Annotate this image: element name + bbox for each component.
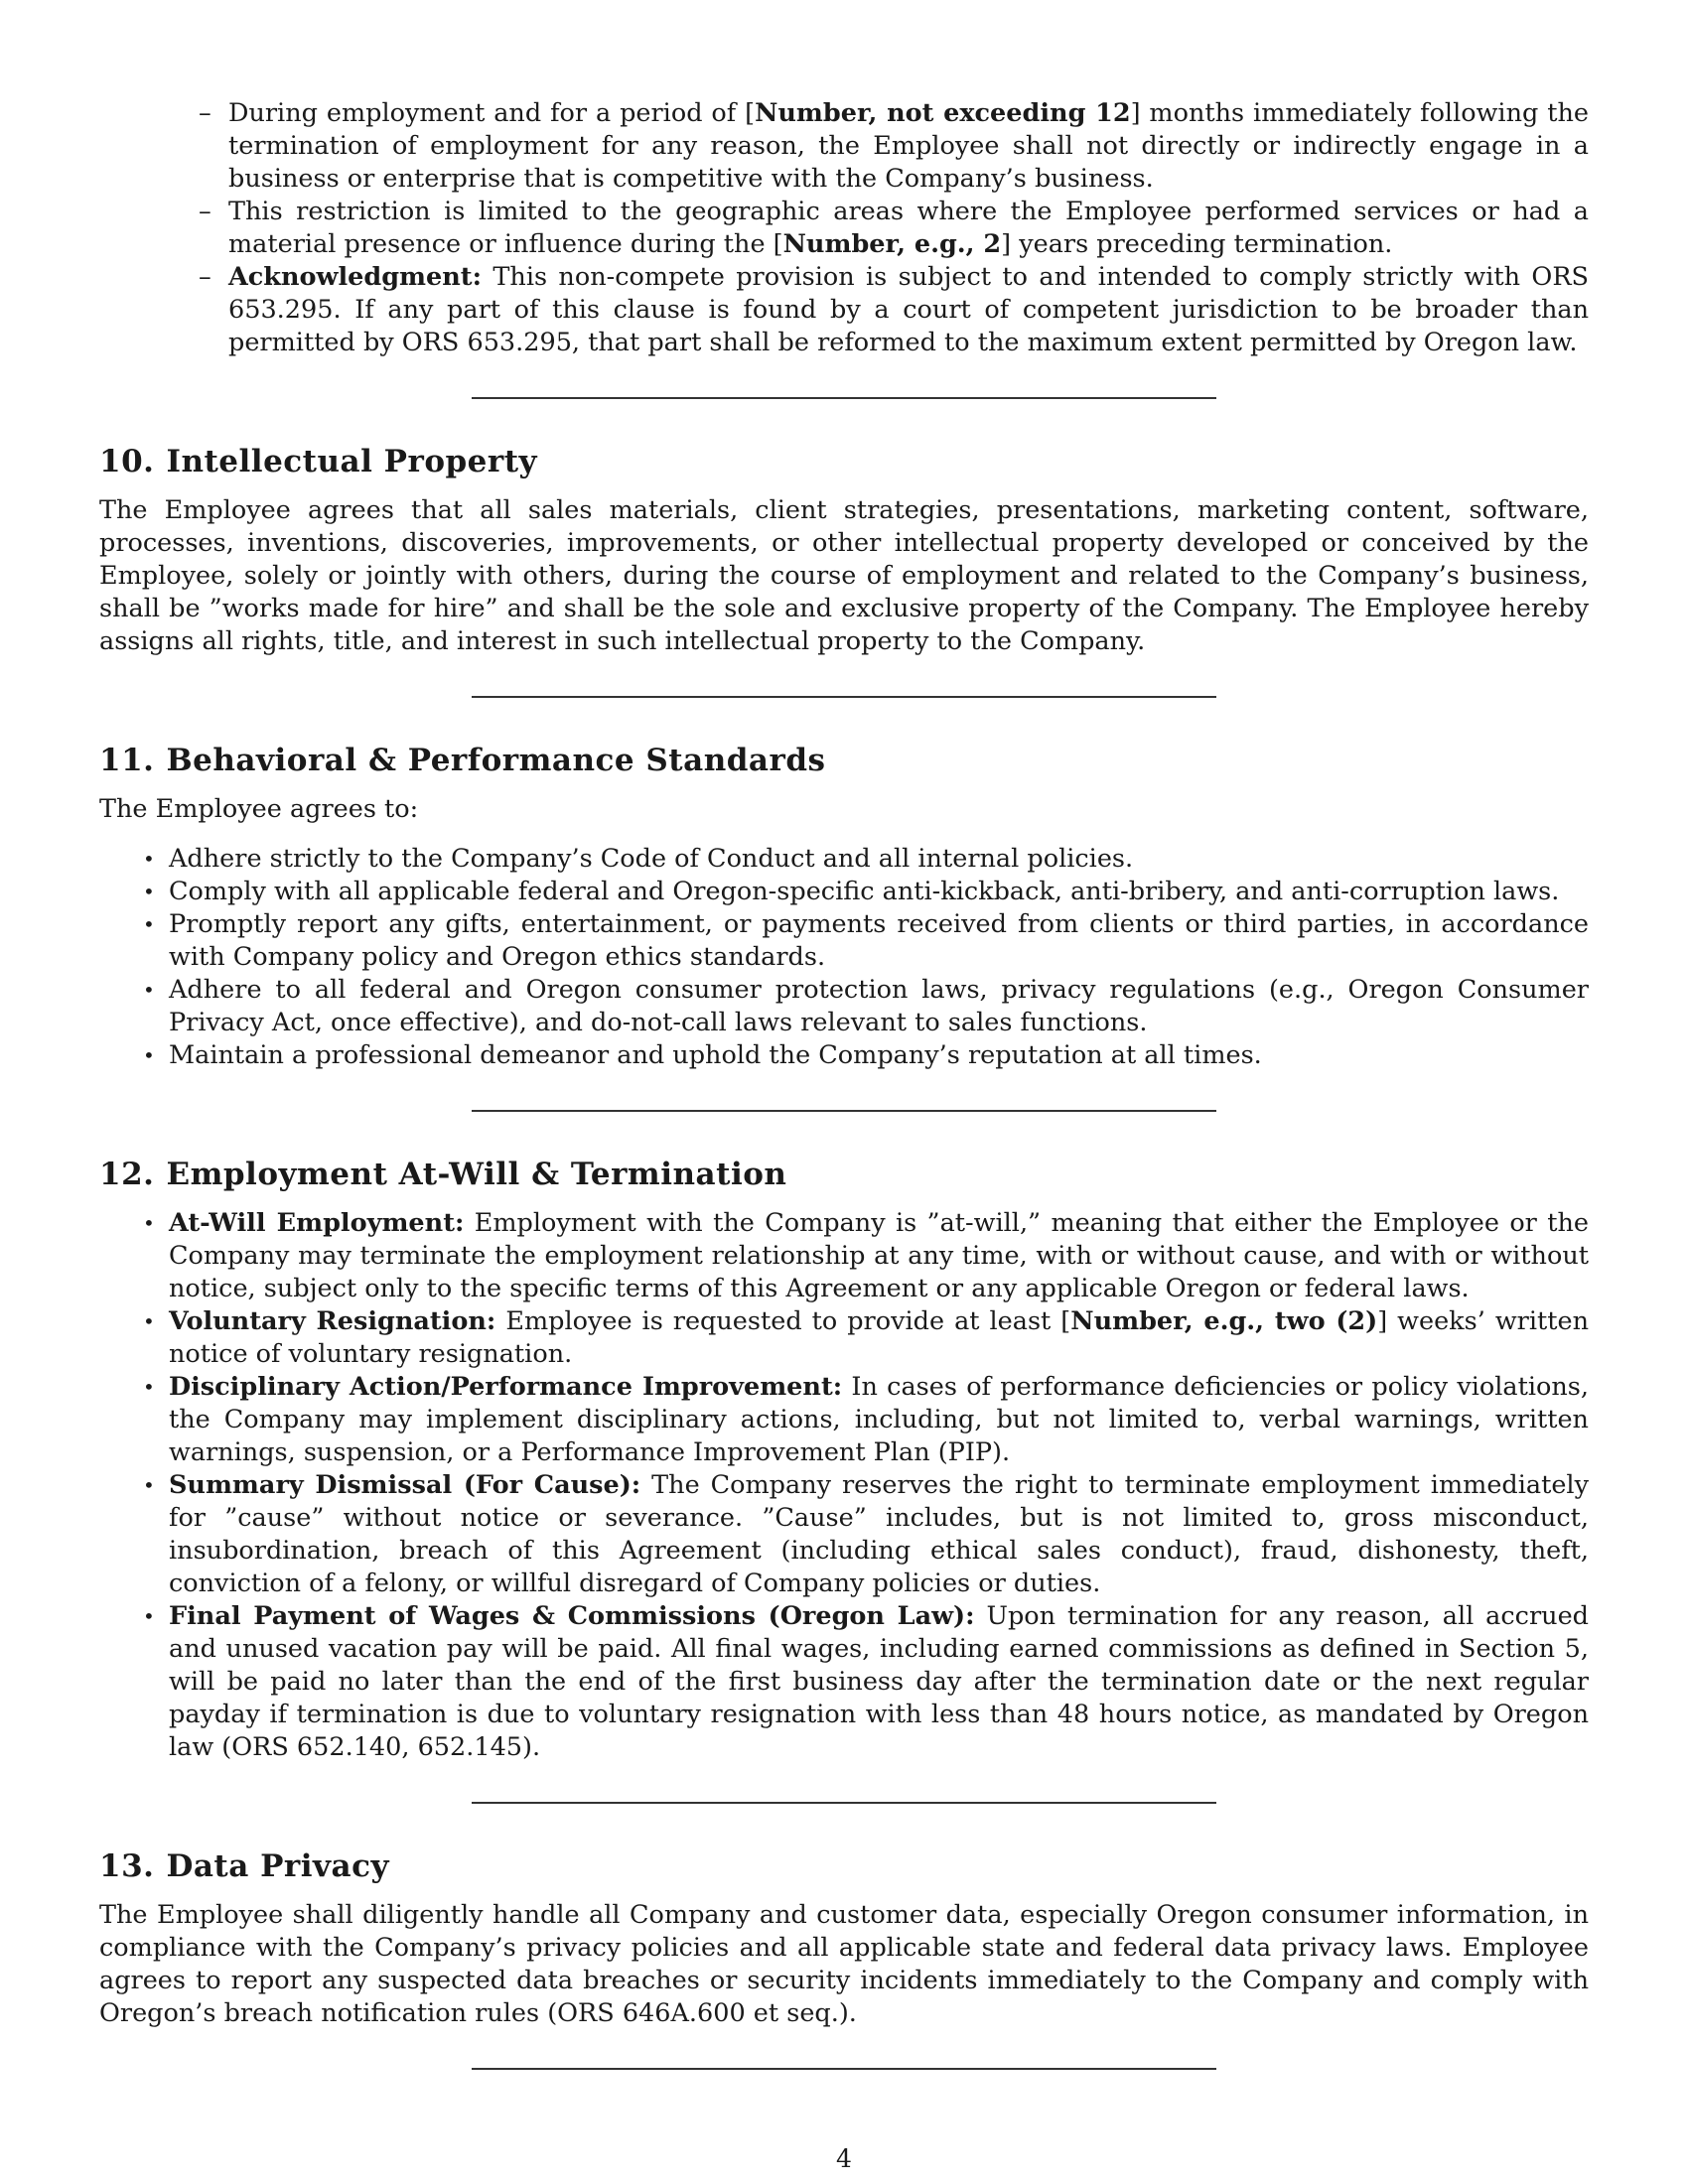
list-item: • Adhere to all federal and Oregon consumer protection laws, privacy regulations (e.g., Oregon Consumer Privacy Act, once effective), and do-not-call laws relevant to sales functions. xyxy=(143,975,1589,1037)
section-divider xyxy=(472,696,1216,698)
list-item: • Summary Dismissal (For Cause): The Company reserves the right to terminate employment immediately for ”cause” without notice or severance. ”Cause” includes, but is not limited to, gross misconduct, insubordination, breach of this Agreement (including ethical sales conduct), fraud, dishonesty, theft, conviction of a felony, or willful disregard of Company policies or duties. xyxy=(143,1470,1589,1598)
termination-list xyxy=(99,1207,1589,1764)
section-13-body: The Employee shall diligently handle all Company and customer data, especially Oregon consumer information, in compliance with the Company’s privacy policies and all applicable state and federal data privacy laws. Employee agrees to report any suspected data breaches or security incidents immediately to the Company and comply with Oregon’s breach notification rules (ORS 646A.600 et seq.). xyxy=(99,1900,1589,2028)
standards-list xyxy=(99,843,1589,1072)
section-11-intro: The Employee agrees to: xyxy=(99,794,419,824)
list-item: – This restriction is limited to the geographic areas where the Employee performed services or had a material presence or influence during the [Number, e.g., 2] years preceding termination. xyxy=(199,197,1589,259)
list-item: • Adhere strictly to the Company’s Code of Conduct and all internal policies. xyxy=(143,844,1134,874)
list-item: – Acknowledgment: This non-compete provision is subject to and intended to comply strictly with ORS 653.295. If any part of this clause is found by a court of competent jurisdiction to be broader than permitted by ORS 653.295, that part shall be reformed to the maximum extent permitted by Oregon law. xyxy=(199,262,1589,357)
page-number: 4 xyxy=(836,2144,852,2173)
section-heading-13: 13. Data Privacy xyxy=(99,1848,390,1884)
list-item: • Comply with all applicable federal and Oregon-specific anti-kickback, anti-bribery, and anti-corruption laws. xyxy=(143,877,1560,906)
noncompete-list xyxy=(99,97,1589,359)
section-heading-11: 11. Behavioral & Performance Standards xyxy=(99,743,826,778)
section-divider xyxy=(472,1802,1216,1804)
list-item: • Voluntary Resignation: Employee is requested to provide at least [Number, e.g., two (2)] weeks’ written notice of voluntary resignation. xyxy=(143,1306,1589,1369)
section-divider xyxy=(472,2068,1216,2070)
list-item: – During employment and for a period of [Number, not exceeding 12] months immediately following the termination of employment for any reason, the Employee shall not directly or indirectly engage in a business or enterprise that is competitive with the Company’s business. xyxy=(199,98,1589,194)
section-heading-12: 12. Employment At-Will & Termination xyxy=(99,1157,787,1192)
list-item: • Disciplinary Action/Performance Improvement: In cases of performance deficiencies or policy violations, the Company may implement disciplinary actions, including, but not limited to, verbal warnings, written warnings, suspension, or a Performance Improvement Plan (PIP). xyxy=(143,1372,1589,1467)
document-page xyxy=(99,97,1589,2070)
section-10-body: The Employee agrees that all sales materials, client strategies, presentations, marketing content, software, processes, inventions, discoveries, improvements, or other intellectual property developed or conceived by the Employee, solely or jointly with others, during the course of employment and related to the Company’s business, shall be ”works made for hire” and shall be the sole and exclusive property of the Company. The Employee hereby assigns all rights, title, and interest in such intellectual property to the Company. xyxy=(99,495,1589,656)
section-heading-10: 10. Intellectual Property xyxy=(99,444,538,479)
list-item: • Final Payment of Wages & Commissions (Oregon Law): Upon termination for any reason, all accrued and unused vacation pay will be paid. All final wages, including earned commissions as defined in Section 5, will be paid no later than the end of the first business day after the termination date or the next regular payday if termination is due to voluntary resignation with less than 48 hours notice, as mandated by Oregon law (ORS 652.140, 652.145). xyxy=(143,1601,1589,1762)
list-item: • Maintain a professional demeanor and uphold the Company’s reputation at all times. xyxy=(143,1040,1262,1070)
section-divider xyxy=(472,1110,1216,1112)
list-item: • At-Will Employment: Employment with the Company is ”at-will,” meaning that either the Employee or the Company may terminate the employment relationship at any time, with or without cause, and with or without notice, subject only to the specific terms of this Agreement or any applicable Oregon or federal laws. xyxy=(143,1208,1589,1303)
list-item: • Promptly report any gifts, entertainment, or payments received from clients or third parties, in accordance with Company policy and Oregon ethics standards. xyxy=(143,909,1589,972)
section-divider xyxy=(472,397,1216,399)
